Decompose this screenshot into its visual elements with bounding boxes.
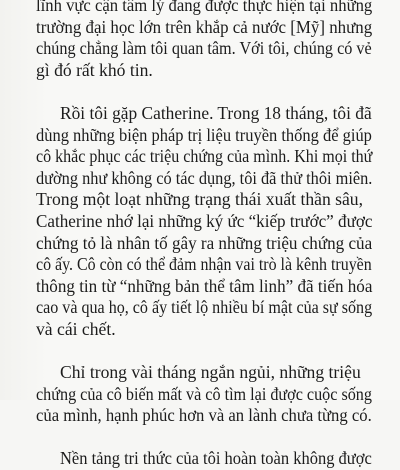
paragraph-4 bbox=[36, 448, 372, 470]
text-line: Chỉ trong vài tháng ngắn ngủi, những triệu bbox=[60, 362, 361, 383]
paragraph-2 bbox=[36, 103, 372, 341]
text-line: gì đó rất khó tin. bbox=[36, 59, 153, 80]
paragraph-3 bbox=[36, 362, 372, 427]
text-line: và cái chết. bbox=[36, 318, 116, 339]
text-line: thông tin từ “những bản thể tâm linh” đã tiến hóa bbox=[36, 275, 373, 296]
text-line: Rồi tôi gặp Catherine. Trong 18 tháng, tôi đã bbox=[60, 102, 372, 123]
text-line: lĩnh vực cận tâm lý đang được thực hiện tại những bbox=[36, 0, 373, 15]
text-line: Trong một loạt những trạng thái xuất thần sâu, bbox=[36, 189, 364, 210]
text-line: Catherine nhớ lại những ký ức “kiếp trước” được bbox=[36, 210, 373, 231]
text-line: chứng của cô biến mất và cô tìm lại được cuộc sống bbox=[36, 383, 372, 404]
text-line: cô ấy. Cô còn có thể đảm nhận vai trò là kênh truyền bbox=[36, 254, 372, 275]
text-line: chúng chẳng làm tôi quan tâm. Với tôi, chúng có vẻ bbox=[36, 38, 372, 59]
body-text bbox=[36, 0, 372, 470]
paragraph-1 bbox=[36, 0, 372, 81]
text-line: cao và qua họ, cô ấy tiết lộ nhiều bí mật của sự sống bbox=[36, 297, 373, 318]
text-line: dùng những biện pháp trị liệu truyền thống để giúp bbox=[36, 124, 372, 145]
text-line: Nền tảng tri thức của tôi hoàn toàn không được bbox=[60, 448, 372, 469]
text-line: dường như không có tác dụng, tôi đã thử thôi miên. bbox=[36, 167, 373, 188]
paragraph-gap bbox=[36, 341, 372, 363]
text-line: của mình, hạnh phúc hơn và an lành chưa từng có. bbox=[36, 405, 372, 426]
paragraph-gap bbox=[36, 81, 372, 103]
paragraph-gap bbox=[36, 427, 372, 449]
text-line: chứng tỏ là nhân tố gây ra những triệu chứng của bbox=[36, 232, 373, 253]
text-line: cô khắc phục các triệu chứng của mình. Khi mọi thứ bbox=[36, 146, 373, 167]
text-line: trường đại học lớn trên khắp cả nước [Mỹ] nhưng bbox=[36, 16, 373, 37]
